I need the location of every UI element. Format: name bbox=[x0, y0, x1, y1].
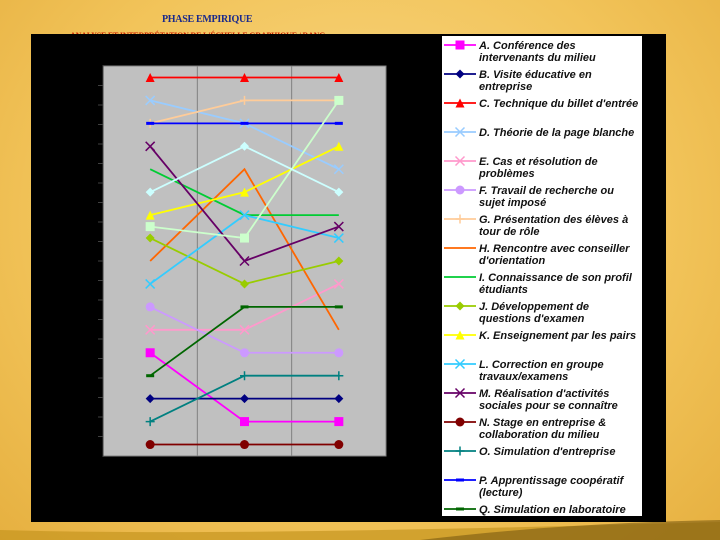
legend-swatch bbox=[442, 444, 478, 458]
legend-label: C. Technique du billet d'entrée bbox=[479, 98, 639, 110]
legend-item bbox=[442, 38, 642, 67]
series-13-point bbox=[146, 440, 155, 449]
legend-label: J. Développement de questions d'examen bbox=[479, 301, 590, 325]
series-1-point bbox=[456, 70, 465, 79]
series-15-point bbox=[335, 122, 343, 125]
series-5-point bbox=[334, 348, 343, 357]
legend-swatch bbox=[442, 96, 478, 110]
series-15-point bbox=[146, 122, 154, 125]
legend-item bbox=[442, 241, 642, 270]
legend-label: P. Apprentissage coopératif (lecture) bbox=[479, 475, 624, 499]
legend-item bbox=[442, 473, 642, 502]
legend-label: F. Travail de recherche ou sujet imposé bbox=[479, 185, 614, 209]
series-17-point bbox=[146, 222, 155, 231]
legend-label: E. Cas et résolution de problèmes bbox=[479, 156, 598, 180]
legend-item bbox=[442, 386, 642, 415]
legend-label: M. Réalisation d'activités sociales pour se connaître bbox=[479, 388, 618, 412]
legend-swatch bbox=[442, 299, 478, 313]
legend-label: K. Enseignement par les pairs bbox=[479, 330, 637, 342]
legend-item bbox=[442, 125, 642, 154]
series-13-point bbox=[456, 418, 465, 427]
legend-item bbox=[442, 299, 642, 328]
legend-swatch bbox=[442, 502, 478, 516]
series-13-point bbox=[240, 440, 249, 449]
legend-item bbox=[442, 96, 642, 125]
legend-swatch bbox=[442, 67, 478, 81]
legend-swatch bbox=[442, 125, 478, 139]
series-16-point bbox=[456, 508, 464, 511]
legend-swatch bbox=[442, 328, 478, 342]
series-15-point bbox=[456, 479, 464, 482]
legend-item bbox=[442, 357, 642, 386]
legend-swatch bbox=[442, 38, 478, 52]
chart-legend bbox=[442, 36, 642, 516]
plot-area bbox=[31, 34, 471, 522]
legend-label: A. Conférence des intervenants du milieu bbox=[479, 40, 596, 64]
legend-swatch bbox=[442, 183, 478, 197]
legend-item bbox=[442, 328, 642, 357]
legend-item bbox=[442, 444, 642, 473]
legend-label: L. Correction en groupe travaux/examens bbox=[479, 359, 604, 383]
legend-item bbox=[442, 183, 642, 212]
series-5-point bbox=[146, 302, 155, 311]
legend-label: G. Présentation des élèves à tour de rôle bbox=[479, 214, 629, 238]
series-9-point bbox=[456, 302, 465, 311]
legend-swatch bbox=[442, 386, 478, 400]
legend-swatch bbox=[442, 241, 478, 255]
legend-swatch bbox=[442, 270, 478, 284]
series-16-point bbox=[335, 305, 343, 308]
legend-label: O. Simulation d'entreprise bbox=[479, 446, 616, 458]
series-0-point bbox=[240, 417, 249, 426]
series-0-point bbox=[334, 417, 343, 426]
slide-title: PHASE EMPIRIQUE bbox=[162, 14, 253, 25]
legend-item bbox=[442, 212, 642, 241]
legend-label: N. Stage en entreprise & collaboration du milieu bbox=[479, 417, 607, 441]
legend-item bbox=[442, 67, 642, 96]
legend-label: Q. Simulation en laboratoire bbox=[479, 504, 626, 516]
series-15-point bbox=[241, 122, 249, 125]
series-14-point bbox=[456, 447, 465, 456]
series-5-point bbox=[456, 186, 465, 195]
legend-label: I. Connaissance de son profil étudiants bbox=[479, 272, 632, 296]
legend-swatch bbox=[442, 154, 478, 168]
series-0-point bbox=[146, 348, 155, 357]
legend-label: D. Théorie de la page blanche bbox=[479, 127, 635, 139]
legend-label: B. Visite éducative en entreprise bbox=[479, 69, 592, 93]
legend-item bbox=[442, 270, 642, 299]
legend-swatch bbox=[442, 473, 478, 487]
series-16-point bbox=[146, 374, 154, 377]
series-17-point bbox=[334, 96, 343, 105]
legend-label: H. Rencontre avec conseiller d'orientation bbox=[479, 243, 630, 267]
legend-item bbox=[442, 502, 642, 516]
legend-item bbox=[442, 154, 642, 183]
legend-swatch bbox=[442, 415, 478, 429]
series-13-point bbox=[334, 440, 343, 449]
series-16-point bbox=[241, 305, 249, 308]
series-6-point bbox=[456, 215, 465, 224]
series-17-point bbox=[240, 234, 249, 243]
legend-swatch bbox=[442, 212, 478, 226]
series-5-point bbox=[240, 348, 249, 357]
legend-item bbox=[442, 415, 642, 444]
series-0-point bbox=[456, 41, 465, 50]
legend-swatch bbox=[442, 357, 478, 371]
